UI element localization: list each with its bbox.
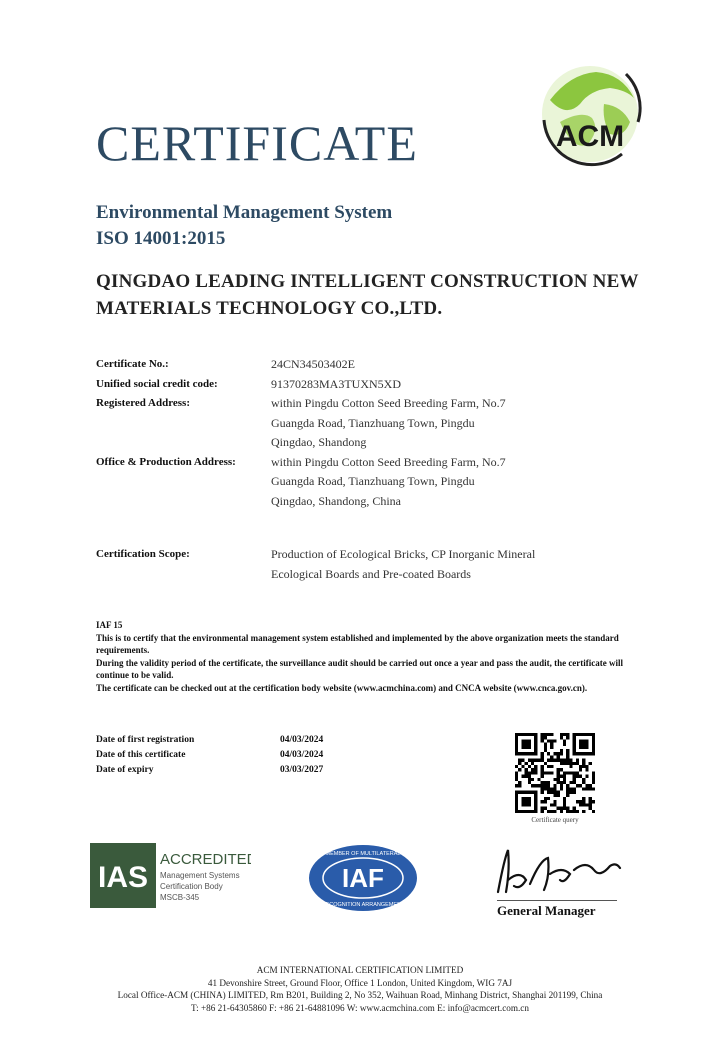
certification-scope — [96, 545, 656, 584]
iaf-bottom-text: RECOGNITION ARRANGEMENT — [321, 902, 405, 908]
acm-logo — [530, 60, 648, 172]
statement-paragraph: During the validity period of the certificate, the surveillance audit should be carried out once a year and pass the audit, the certificate will continue to be valid. — [96, 657, 624, 680]
footer-company: ACM INTERNATIONAL CERTIFICATION LIMITED — [256, 965, 464, 975]
dates-block — [96, 733, 323, 778]
company-name-line2: MATERIALS TECHNOLOGY CO.,LTD. — [96, 298, 443, 319]
office-address-value — [271, 453, 656, 512]
cert-no-row — [96, 355, 656, 375]
footer-contact: T: +86 21-64305860 F: +86 21-64881096 W: www.acmchina.com E: info@acmcert.com.cn — [191, 1002, 529, 1013]
signatory-title: General Manager — [497, 900, 617, 919]
standard-code: ISO 14001:2015 — [96, 228, 226, 249]
registered-address-row — [96, 394, 656, 453]
registered-address-line: Qingdao, Shandong — [271, 435, 367, 449]
iaf-mark: IAF — [342, 863, 384, 893]
footer-local-office: Local Office-ACM (CHINA) LIMITED, Rm B201, Building 2, No 352, Waihuan Road, Minhang District, Shanghai 201199, China — [117, 990, 603, 1000]
ias-mark: IAS — [97, 861, 149, 894]
expiry-label: Date of expiry — [96, 765, 154, 775]
registered-address-line: within Pingdu Cotton Seed Breeding Farm, No.7 — [271, 396, 506, 410]
company-name-line1: QINGDAO LEADING INTELLIGENT CONSTRUCTION NEW — [96, 271, 639, 292]
scope-line: Ecological Boards and Pre-coated Boards — [271, 566, 471, 581]
cert-no-value: 24CN34503402E — [271, 357, 355, 371]
statement-paragraph: This is to certify that the environmental management system established and implemented by the above organization meets the standard requirements. — [96, 632, 619, 655]
credit-code-label: Unified social credit code: — [96, 377, 218, 390]
standard-block — [96, 200, 392, 252]
ias-line1: Management Systems — [160, 871, 240, 880]
office-address-line: within Pingdu Cotton Seed Breeding Farm, No.7 — [271, 454, 506, 469]
registered-address-label: Registered Address: — [96, 397, 191, 409]
ias-line3: MSCB-345 — [160, 893, 200, 902]
scope-label: Certification Scope: — [96, 548, 190, 560]
signature — [490, 840, 625, 900]
credit-code-row — [96, 375, 656, 395]
certificate-details — [96, 355, 656, 511]
standard-name: Environmental Management System — [96, 202, 393, 223]
iaf-mla-logo — [308, 844, 418, 912]
first-registration-label: Date of first registration — [96, 735, 195, 745]
ias-line2: Certification Body — [160, 882, 223, 891]
iaf-code: IAF 15 — [96, 620, 123, 630]
ias-accreditation-logo — [90, 843, 251, 908]
iaf-top-text: MEMBER OF MULTILATERAL — [325, 851, 401, 857]
this-certificate-label: Date of this certificate — [96, 750, 186, 760]
credit-code-value: 91370283MA3TUXN5XD — [271, 376, 401, 391]
footer-address: 41 Devonshire Street, Ground Floor, Office 1 London, United Kingdom, WIG 7AJ — [207, 977, 513, 988]
footer — [0, 964, 720, 1014]
acm-logo-text: ACM — [555, 120, 625, 153]
expiry-date: 03/03/2027 — [280, 765, 324, 775]
office-address-line: Qingdao, Shandong, China — [271, 493, 401, 508]
company-name — [96, 268, 639, 322]
cert-no-label: Certificate No.: — [96, 358, 169, 370]
office-address-label: Office & Production Address: — [96, 455, 236, 468]
office-address-line: Guangda Road, Tianzhuang Town, Pingdu — [271, 474, 475, 488]
qr-code[interactable] — [515, 733, 595, 813]
ias-accredited-text: ACCREDITED — [160, 851, 251, 868]
scope-line: Production of Ecological Bricks, CP Inorganic Mineral — [271, 547, 536, 561]
office-address-row — [96, 453, 656, 512]
statement-paragraph: The certificate can be checked out at the certification body website (www.acmchina.com) and CNCA website (www.cnca.gov.cn). — [96, 682, 588, 693]
registered-address-value — [271, 394, 656, 453]
registered-address-line: Guangda Road, Tianzhuang Town, Pingdu — [271, 415, 475, 430]
this-certificate-date: 04/03/2024 — [280, 750, 324, 760]
scope-value — [271, 545, 656, 584]
certification-statement — [96, 619, 636, 694]
first-registration-date: 04/03/2024 — [280, 735, 324, 745]
certificate-title: CERTIFICATE — [96, 115, 418, 171]
qr-caption: Certificate query — [531, 816, 579, 824]
